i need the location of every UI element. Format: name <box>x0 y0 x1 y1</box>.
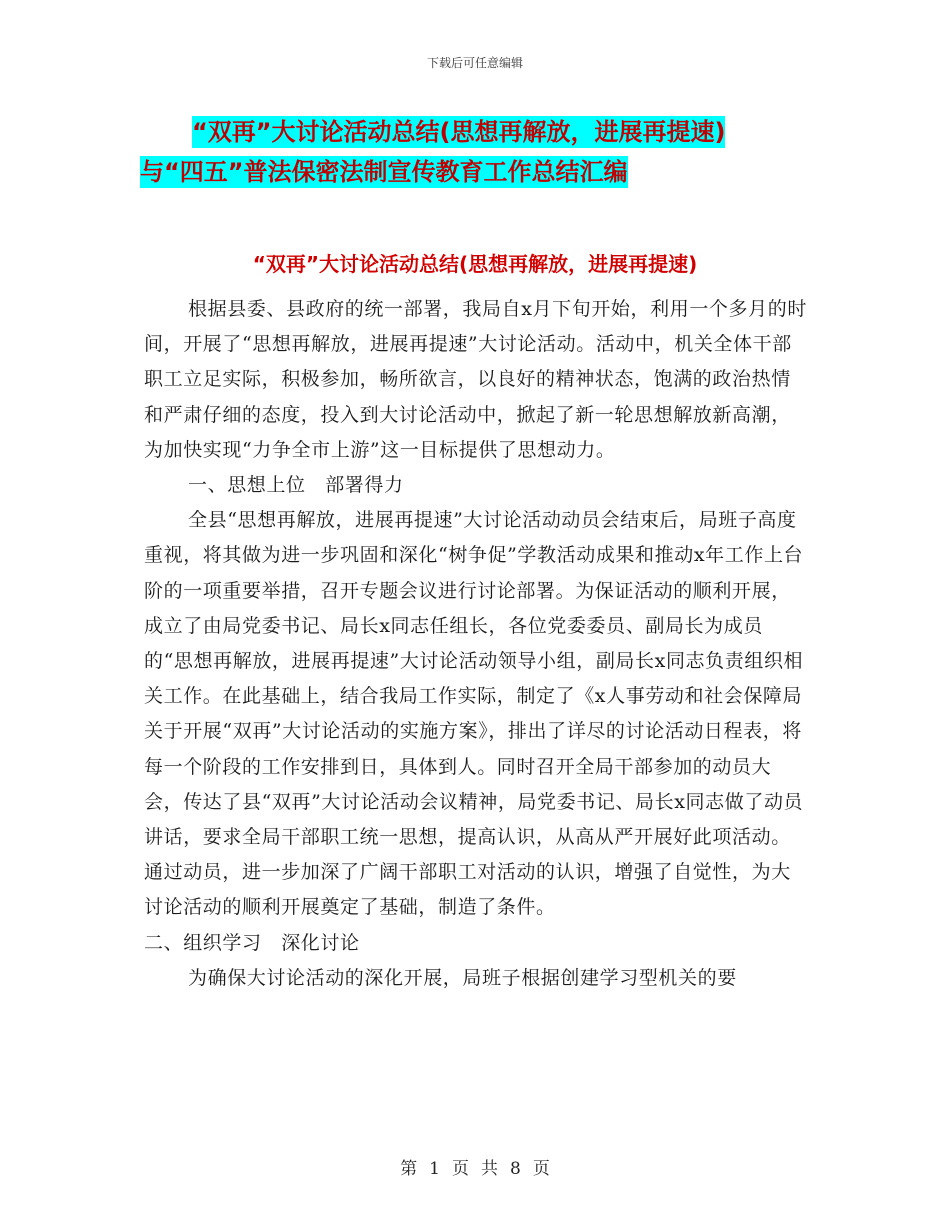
document-title-line-1 <box>140 112 820 152</box>
section-title: “双再”大讨论活动总结(思想再解放，进展再提速) <box>252 252 698 276</box>
subheading-2: 二、组织学习 深化讨论 <box>144 931 360 954</box>
page-footer <box>0 1154 950 1179</box>
footer-total-number: 8 <box>510 1159 521 1179</box>
footer-total-unit: 页 <box>532 1159 550 1179</box>
document-body <box>144 292 808 996</box>
paragraph-intro: 根据县委、县政府的统一部署，我局自x月下旬开始，利用一个多月的时间，开展了“思想再解放，进展再提速”大讨论活动。活动中，机关全体干部职工立足实际，积极参加，畅所欲言，以良好的精神状态，饱满的政治热情和严肃仔细的态度，投入到大讨论活动中，掀起了新一轮思想解放新高潮，为加快实现“力争全市上游”这一目标提供了思想动力。 <box>144 298 807 461</box>
footer-page-number: 1 <box>429 1159 440 1179</box>
paragraph-deployment: 全县“思想再解放，进展再提速”大讨论活动动员会结束后，局班子高度重视，将其做为进一步巩固和深化“树争促”学教活动成果和推动x年工作上台阶的一项重要举措，召开专题会议进行讨论部署。为保证活动的顺利开展，成立了由局党委书记、局长x同志任组长，各位党委委员、副局长为成员的“思想再解放，进展再提速”大讨论活动领导小组，副局长x同志负责组织相关工作。在此基础上，结合我局工作实际，制定了《x人事劳动和社会保障局关于开展“双再”大讨论活动的实施方案》，排出了详尽的讨论活动日程表，将每一个阶段的工作安排到日，具体到人。同时召开全局干部参加的动员大会，传达了县“双再”大讨论活动会议精神，局党委书记、局长x同志做了动员讲话，要求全局干部职工统一思想，提高认识，从高从严开展好此项活动。通过动员，进一步加深了广阔干部职工对活动的认识，增强了自觉性，为大讨论活动的顺利开展奠定了基础，制造了条件。 <box>144 509 804 919</box>
paragraph-study: 为确保大讨论活动的深化开展，局班子根据创建学习型机关的要 <box>188 966 737 989</box>
header-note: 下载后可任意编辑 <box>426 56 523 70</box>
footer-page-prefix: 第 <box>400 1159 418 1179</box>
footer-page-unit: 页 <box>452 1159 469 1179</box>
title-line-2-text: 与“四五”普法保密法制宣传教育工作总结汇编 <box>140 158 628 186</box>
subheading-1: 一、思想上位 部署得力 <box>188 474 404 497</box>
document-title <box>140 112 820 192</box>
footer-total-prefix: 共 <box>481 1159 498 1179</box>
document-title-line-2 <box>140 152 820 192</box>
title-line-1-text: “双再”大讨论活动总结(思想再解放，进展再提速) <box>192 118 726 146</box>
